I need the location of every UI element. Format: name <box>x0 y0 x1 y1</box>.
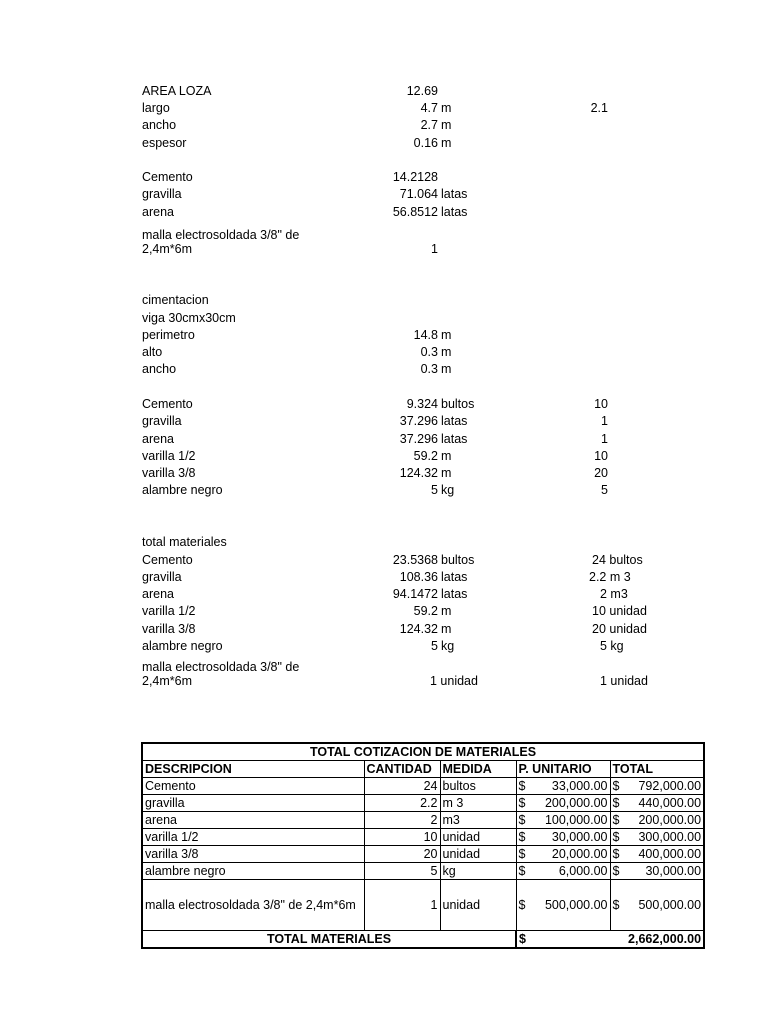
header-p-unitario: P. UNITARIO <box>516 761 610 778</box>
cim-varilla12-label: varilla 1/2 <box>142 449 196 463</box>
cim-gravilla-value: 37.296 <box>399 414 438 428</box>
tot-cemento-extra: 24 bultos <box>592 553 643 567</box>
loza-malla-value: 1 <box>431 242 438 256</box>
cim-arena-extra: 1 <box>601 432 608 446</box>
cim-varilla38-label: varilla 3/8 <box>142 466 196 480</box>
perimetro-value: 14.8 <box>413 328 438 342</box>
loza-cemento-label: Cemento <box>142 170 193 184</box>
row-total: 200,000.00 <box>638 812 702 827</box>
largo-unit: m <box>441 101 452 115</box>
largo-value: 4.7 <box>420 101 438 115</box>
row-qty: 5 <box>364 863 440 880</box>
cim-varilla12-value: 59.2 <box>413 449 438 463</box>
cim-varilla38-unit: m <box>441 466 452 480</box>
cim-alambre-extra: 5 <box>601 483 608 497</box>
row-price: 200,000.00 <box>544 795 608 810</box>
tot-arena-extra: 2 m3 <box>600 587 628 601</box>
cim-arena-label: arena <box>142 432 174 446</box>
currency-symbol: $ <box>518 829 526 844</box>
currency-symbol: $ <box>612 812 620 827</box>
tot-cemento-value: 23.5368 <box>392 553 438 567</box>
espesor-unit: m <box>441 136 452 150</box>
currency-symbol: $ <box>612 863 620 878</box>
viga-subtitle: viga 30cmx30cm <box>142 311 236 325</box>
row-total: 30,000.00 <box>645 863 702 878</box>
perimetro-unit: m <box>441 328 452 342</box>
row-unit: unidad <box>440 880 516 931</box>
cim-alambre-value: 5 <box>431 483 438 497</box>
tot-gravilla-unit: latas <box>441 570 468 584</box>
total-materiales-label: TOTAL MATERIALES <box>142 931 516 949</box>
ancho-label: ancho <box>142 118 177 132</box>
row-price: 6,000.00 <box>558 863 608 878</box>
tot-cemento-label: Cemento <box>142 553 193 567</box>
row-desc: gravilla <box>142 795 364 812</box>
ancho-value: 2.7 <box>420 118 438 132</box>
header-medida: MEDIDA <box>440 761 516 778</box>
tot-varilla38-value: 124.32 <box>399 622 438 636</box>
cim-gravilla-unit: latas <box>441 414 468 428</box>
loza-gravilla-label: gravilla <box>142 187 182 201</box>
area-loza-label: AREA LOZA <box>142 84 212 98</box>
row-total: 400,000.00 <box>638 846 702 861</box>
total-row <box>142 931 704 949</box>
loza-arena-label: arena <box>142 205 174 219</box>
viga-ancho-label: ancho <box>142 362 177 376</box>
alto-value: 0.3 <box>420 345 438 359</box>
table-row <box>142 829 704 846</box>
perimetro-label: perimetro <box>142 328 195 342</box>
table-row <box>142 846 704 863</box>
row-price: 500,000.00 <box>544 897 608 912</box>
cim-gravilla-extra: 1 <box>601 414 608 428</box>
tot-malla-label: malla electrosoldada 3/8" de 2,4m*6m <box>142 660 300 688</box>
espesor-value: 0.16 <box>413 136 438 150</box>
tot-varilla12-extra: 10 unidad <box>592 604 647 618</box>
largo-extra: 2.1 <box>590 101 608 115</box>
tot-gravilla-extra: 2.2 m 3 <box>589 570 631 584</box>
row-qty: 10 <box>364 829 440 846</box>
loza-arena-unit: latas <box>441 205 468 219</box>
tot-alambre-unit: kg <box>441 639 455 653</box>
row-desc: varilla 3/8 <box>142 846 364 863</box>
tot-gravilla-value: 108.36 <box>399 570 438 584</box>
currency-symbol: $ <box>612 795 620 810</box>
loza-arena-value: 56.8512 <box>392 205 438 219</box>
table-row <box>142 812 704 829</box>
table-row <box>142 880 704 931</box>
currency-symbol: $ <box>518 812 526 827</box>
tot-varilla12-label: varilla 1/2 <box>142 604 196 618</box>
cim-cemento-value: 9.324 <box>406 397 438 411</box>
tot-arena-unit: latas <box>441 587 468 601</box>
cimentacion-title: cimentacion <box>142 293 209 307</box>
cim-gravilla-label: gravilla <box>142 414 182 428</box>
cim-varilla12-extra: 10 <box>594 449 608 463</box>
currency-symbol: $ <box>518 897 526 912</box>
currency-symbol: $ <box>518 795 526 810</box>
tot-alambre-label: alambre negro <box>142 639 223 653</box>
alto-label: alto <box>142 345 163 359</box>
row-price: 20,000.00 <box>551 846 608 861</box>
tot-varilla12-unit: m <box>441 604 452 618</box>
espesor-label: espesor <box>142 136 187 150</box>
row-unit: kg <box>440 863 516 880</box>
tot-malla-value: 1 unidad <box>430 674 478 688</box>
quotation-table <box>141 742 705 949</box>
row-unit: bultos <box>440 778 516 795</box>
row-unit: m3 <box>440 812 516 829</box>
cim-varilla12-unit: m <box>441 449 452 463</box>
row-qty: 1 <box>364 880 440 931</box>
viga-ancho-unit: m <box>441 362 452 376</box>
row-desc: malla electrosoldada 3/8" de 2,4m*6m <box>142 880 364 931</box>
row-unit: m 3 <box>440 795 516 812</box>
row-qty: 20 <box>364 846 440 863</box>
cim-varilla38-extra: 20 <box>594 466 608 480</box>
row-unit: unidad <box>440 846 516 863</box>
tot-varilla12-value: 59.2 <box>413 604 438 618</box>
tot-varilla38-unit: m <box>441 622 452 636</box>
row-qty: 24 <box>364 778 440 795</box>
cim-cemento-extra: 10 <box>594 397 608 411</box>
currency-symbol: $ <box>612 897 620 912</box>
table-row <box>142 863 704 880</box>
tot-arena-label: arena <box>142 587 174 601</box>
row-price: 33,000.00 <box>551 778 608 793</box>
row-total: 440,000.00 <box>638 795 702 810</box>
quotation-title: TOTAL COTIZACION DE MATERIALES <box>142 743 704 761</box>
alto-unit: m <box>441 345 452 359</box>
currency-symbol: $ <box>612 829 620 844</box>
loza-gravilla-value: 71.064 <box>399 187 438 201</box>
row-desc: arena <box>142 812 364 829</box>
tot-malla-extra: 1 unidad <box>600 674 648 688</box>
row-price: 100,000.00 <box>544 812 608 827</box>
table-row <box>142 778 704 795</box>
loza-cemento-value: 14.2128 <box>392 170 438 184</box>
row-desc: alambre negro <box>142 863 364 880</box>
currency-symbol: $ <box>612 778 620 793</box>
largo-label: largo <box>142 101 170 115</box>
row-desc: varilla 1/2 <box>142 829 364 846</box>
currency-symbol: $ <box>612 846 620 861</box>
header-descripcion: DESCRIPCION <box>142 761 364 778</box>
currency-symbol: $ <box>519 931 526 946</box>
row-unit: unidad <box>440 829 516 846</box>
row-total: 300,000.00 <box>638 829 702 844</box>
cim-arena-value: 37.296 <box>399 432 438 446</box>
tot-cemento-unit: bultos <box>441 553 475 567</box>
tot-varilla38-extra: 20 unidad <box>592 622 647 636</box>
loza-gravilla-unit: latas <box>441 187 468 201</box>
ancho-unit: m <box>441 118 452 132</box>
currency-symbol: $ <box>518 778 526 793</box>
currency-symbol: $ <box>518 846 526 861</box>
total-materiales-value: 2,662,000.00 <box>628 931 702 946</box>
header-total: TOTAL <box>610 761 704 778</box>
tot-alambre-value: 5 <box>431 639 438 653</box>
cim-cemento-label: Cemento <box>142 397 193 411</box>
loza-malla-label: malla electrosoldada 3/8" de 2,4m*6m <box>142 228 300 256</box>
row-price: 30,000.00 <box>551 829 608 844</box>
total-materiales-title: total materiales <box>142 535 227 549</box>
cim-varilla38-value: 124.32 <box>399 466 438 480</box>
header-cantidad: CANTIDAD <box>364 761 440 778</box>
cim-arena-unit: latas <box>441 432 468 446</box>
area-loza-value: 12.69 <box>406 84 438 98</box>
cim-alambre-label: alambre negro <box>142 483 223 497</box>
row-desc: Cemento <box>142 778 364 795</box>
currency-symbol: $ <box>518 863 526 878</box>
row-qty: 2 <box>364 812 440 829</box>
tot-gravilla-label: gravilla <box>142 570 182 584</box>
table-row <box>142 795 704 812</box>
tot-arena-value: 94.1472 <box>392 587 438 601</box>
row-qty: 2.2 <box>364 795 440 812</box>
table-header-row <box>142 761 704 778</box>
cim-alambre-unit: kg <box>441 483 455 497</box>
row-total: 500,000.00 <box>638 897 702 912</box>
viga-ancho-value: 0.3 <box>420 362 438 376</box>
row-total: 792,000.00 <box>638 778 702 793</box>
cim-cemento-unit: bultos <box>441 397 475 411</box>
tot-varilla38-label: varilla 3/8 <box>142 622 196 636</box>
tot-alambre-extra: 5 kg <box>600 639 624 653</box>
